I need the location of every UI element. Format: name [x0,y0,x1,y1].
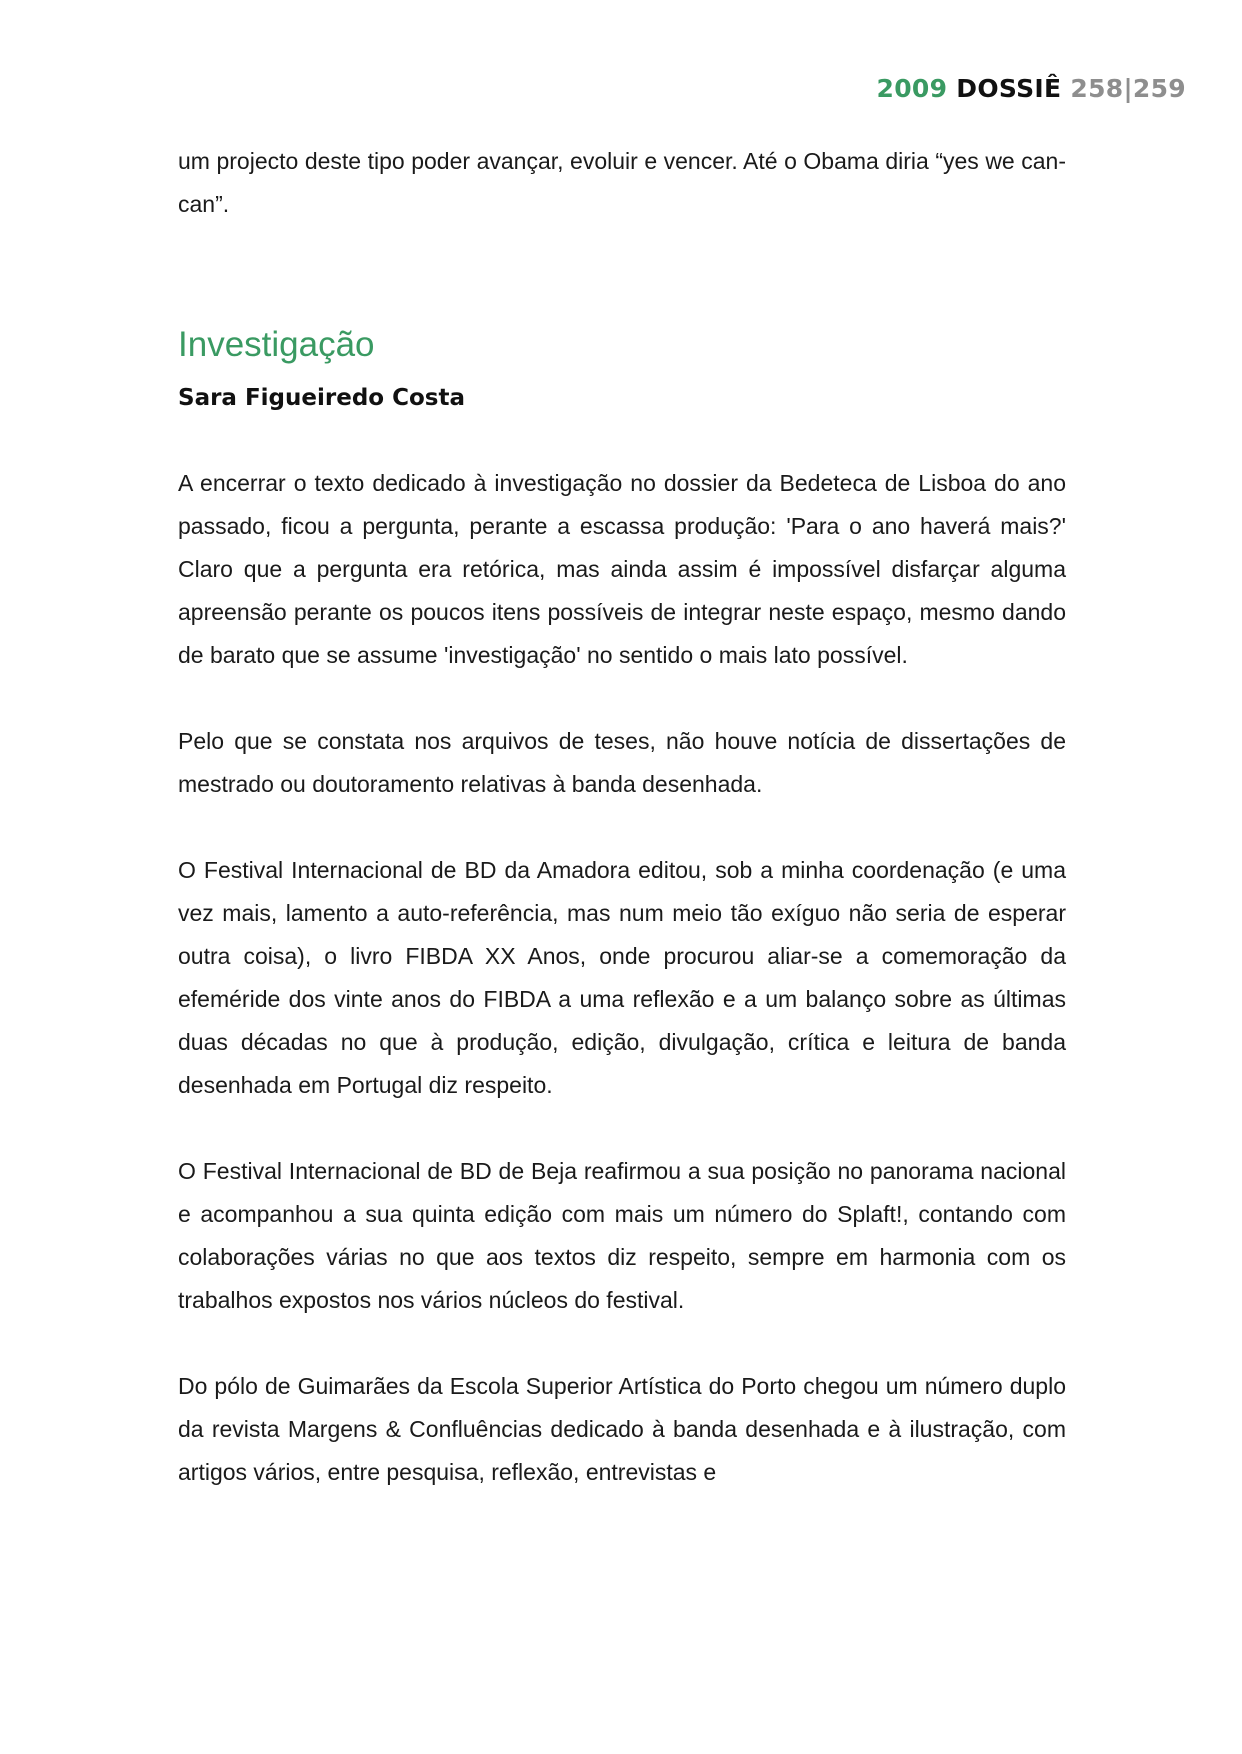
section-body [178,462,1066,1494]
page-header [877,74,1187,103]
body-paragraph: O Festival Internacional de BD de Beja reafirmou a sua posição no panorama nacional e acompanhou a sua quinta edição com mais um número do Splaft!, contando com colaborações várias no que aos textos diz respeito, sempre em harmonia com os trabalhos expostos nos vários núcleos do festival. [178,1158,1066,1313]
body-paragraph: A encerrar o texto dedicado à investigação no dossier da Bedeteca de Lisboa do ano passado, ficou a pergunta, perante a escassa produção: 'Para o ano haverá mais?' Claro que a pergunta era retórica, mas ainda assim é impossível disfarçar alguma apreensão perante os poucos itens possíveis de integrar neste espaço, mesmo dando de barato que se assume 'investigação' no sentido o mais lato possível. [178,470,1066,668]
body-paragraph: Do pólo de Guimarães da Escola Superior Artística do Porto chegou um número duplo da revista Margens & Confluências dedicado à banda desenhada e à ilustração, com artigos vários, entre pesquisa, reflexão, entrevistas e [178,1373,1066,1485]
body-paragraph: O Festival Internacional de BD da Amadora editou, sob a minha coordenação (e uma vez mais, lamento a auto-referência, mas num meio tão exíguo não seria de esperar outra coisa), o livro FIBDA XX Anos, onde procurou aliar-se a comemoração da efeméride dos vinte anos do FIBDA a uma reflexão e a um balanço sobre as últimas duas décadas no que à produção, edição, divulgação, crítica e leitura de banda desenhada em Portugal diz respeito. [178,857,1066,1098]
header-title: DOSSIÊ [956,74,1062,103]
header-page-numbers: 258|259 [1070,74,1186,103]
intro-paragraph: um projecto deste tipo poder avançar, evoluir e vencer. Até o Obama diria “yes we can-can”. [178,148,1066,217]
body-paragraph: Pelo que se constata nos arquivos de teses, não houve notícia de dissertações de mestrado ou doutoramento relativas à banda desenhada. [178,728,1066,797]
page-content [178,140,1066,1537]
section-title: Investigação [178,325,375,364]
section-author: Sara Figueiredo Costa [178,385,465,411]
header-year: 2009 [876,74,948,103]
